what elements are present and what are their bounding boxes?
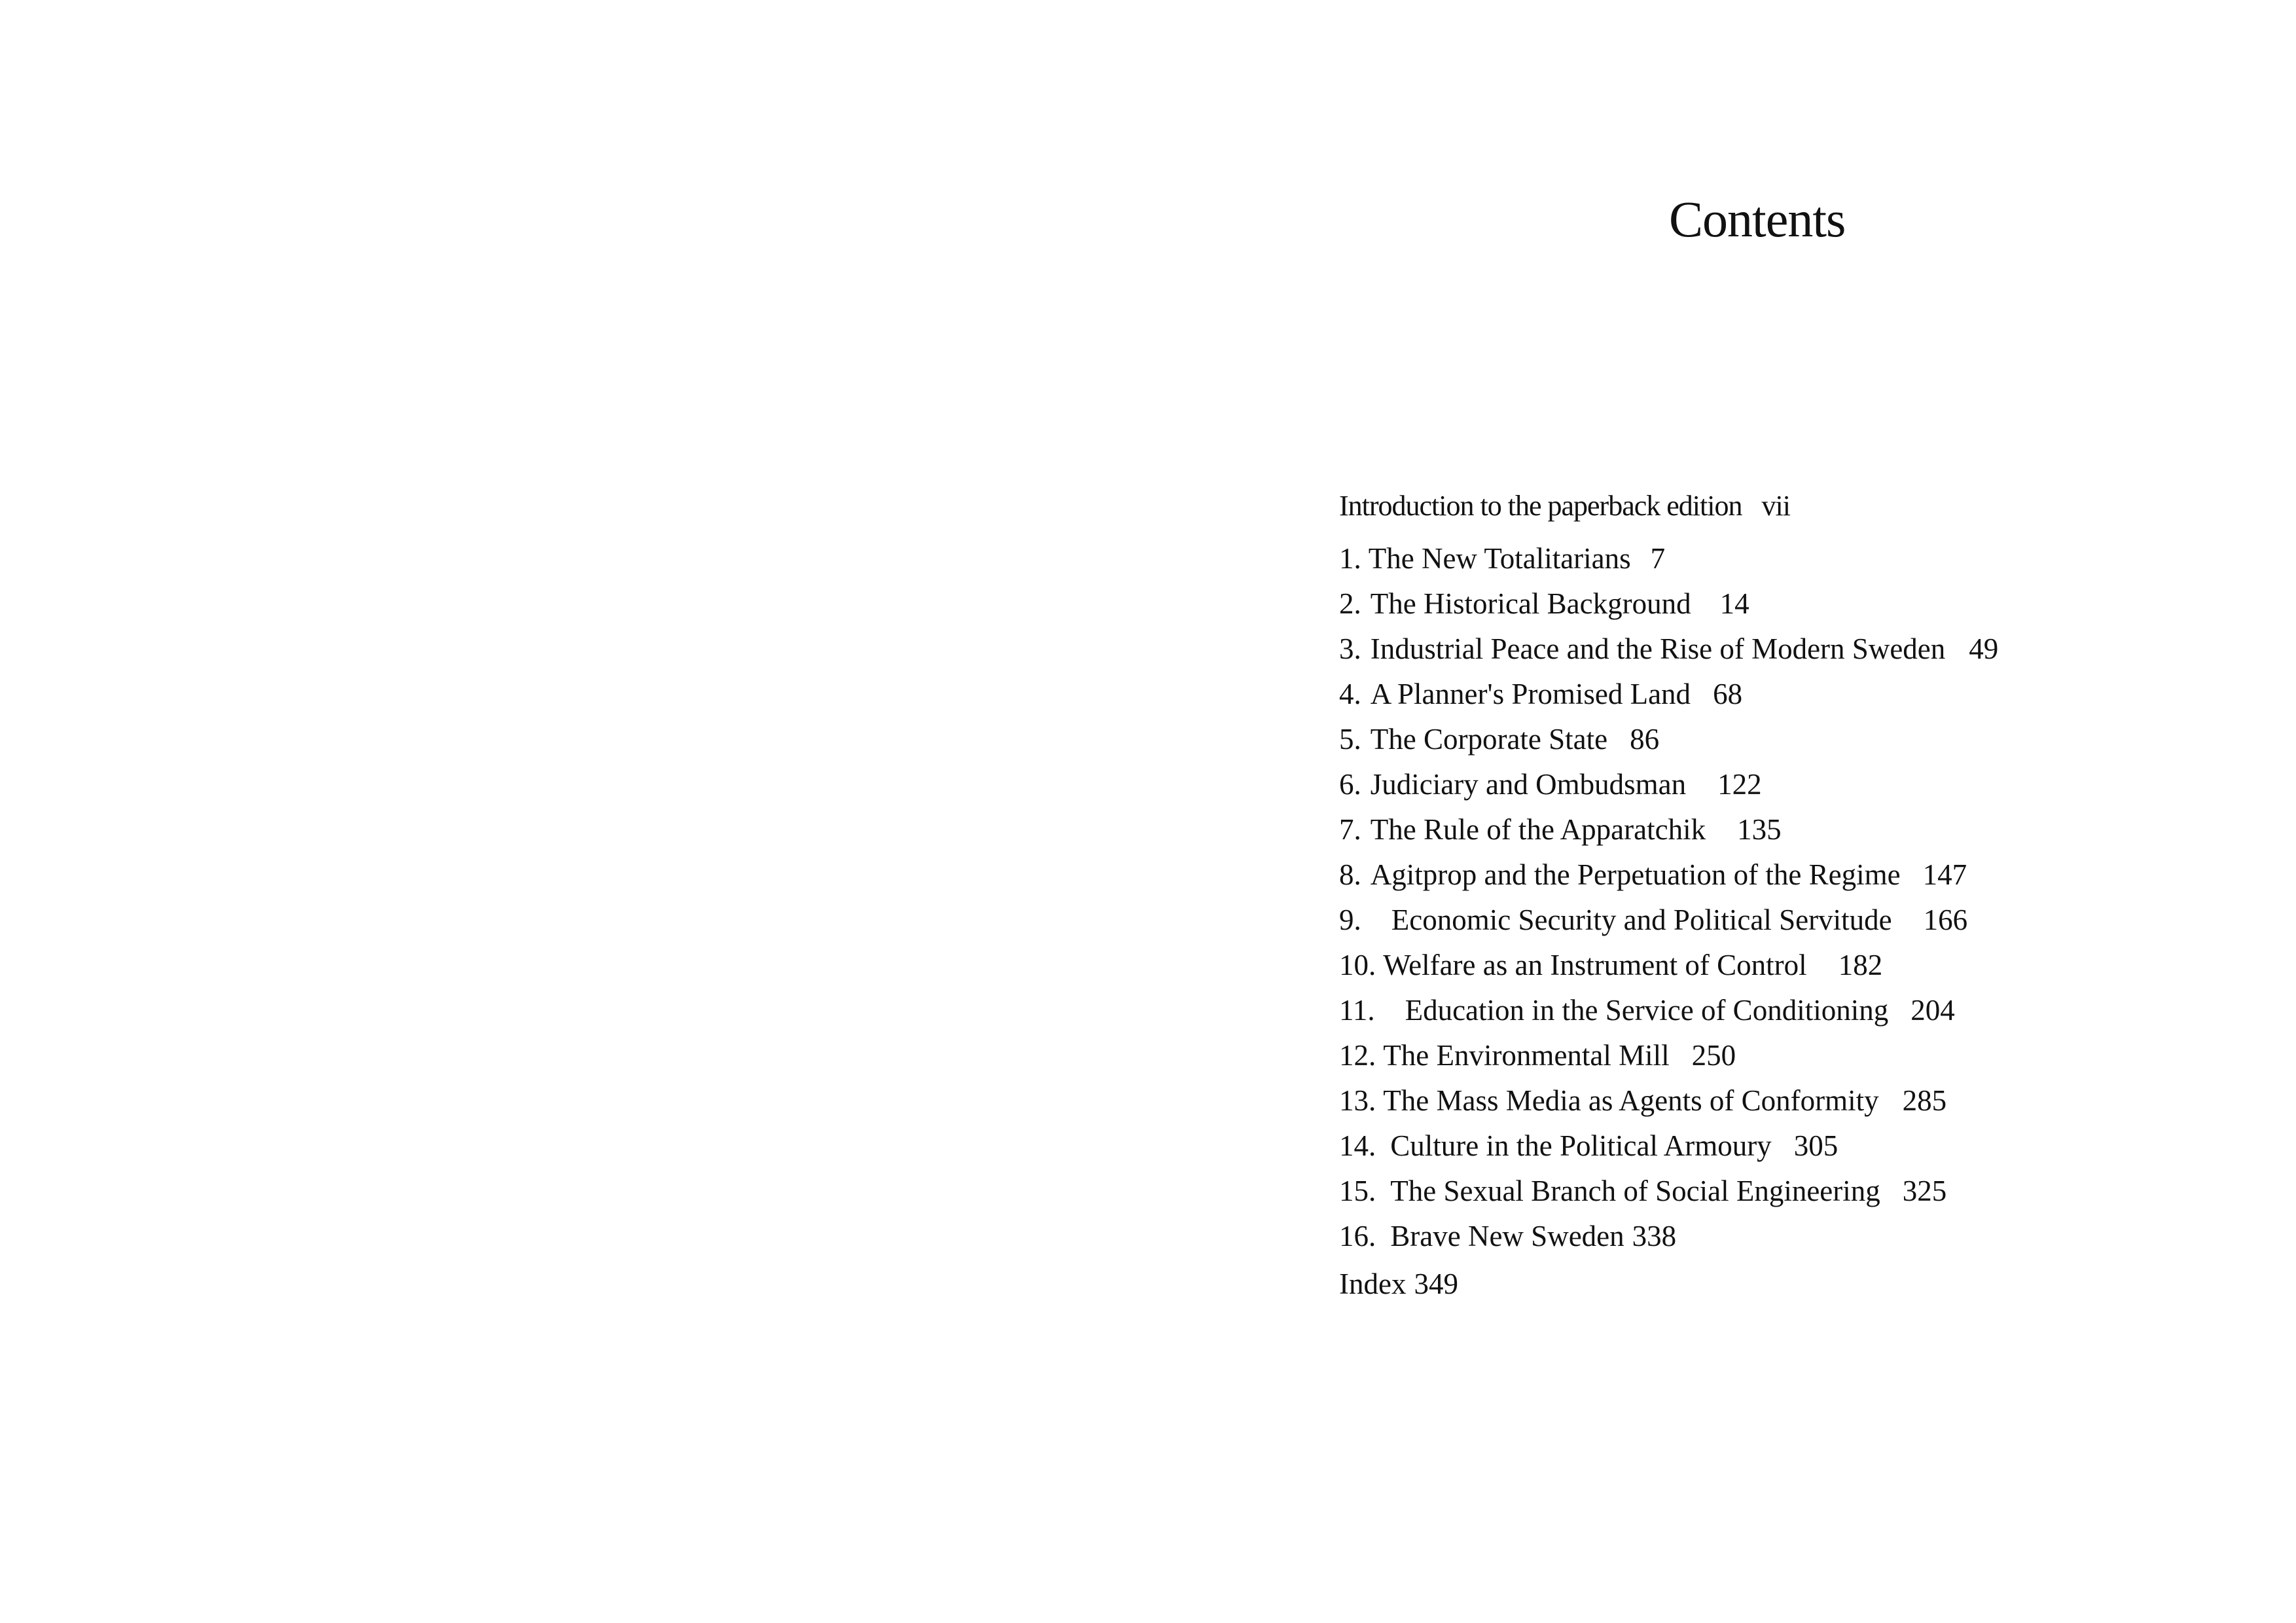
toc-entry-number: 15. xyxy=(1339,1175,1376,1207)
toc-entry-page: 7 xyxy=(1650,542,1666,575)
toc-entry-chapter-7 xyxy=(1339,807,2190,852)
toc-entry-chapter-12 xyxy=(1339,1033,2190,1078)
toc-entry-page: 285 xyxy=(1902,1084,1947,1117)
toc-entry-page: 182 xyxy=(1838,949,1883,981)
toc-entry-title: Introduction to the paperback edition xyxy=(1339,490,1742,522)
toc-entry-page: 68 xyxy=(1713,678,1743,710)
toc-entry-chapter-3 xyxy=(1339,627,2190,672)
toc-entry-title: The New Totalitarians xyxy=(1368,542,1631,575)
toc-entry-chapter-9 xyxy=(1339,898,2190,943)
toc-entry-chapter-11 xyxy=(1339,988,2190,1033)
toc-entry-title: Education in the Service of Conditioning xyxy=(1405,994,1889,1027)
toc-entry-chapter-4 xyxy=(1339,672,2190,717)
toc-entry-page: 86 xyxy=(1630,723,1660,756)
toc-entry-number: 16. xyxy=(1339,1220,1376,1252)
toc-entry-chapter-1 xyxy=(1339,536,2190,581)
toc-entry-introduction xyxy=(1339,483,2190,536)
toc-entry-number: 10. xyxy=(1339,949,1376,981)
toc-entry-title: A Planner's Promised Land xyxy=(1370,678,1691,710)
toc-entry-chapter-6 xyxy=(1339,762,2190,807)
toc-entry-chapter-13 xyxy=(1339,1078,2190,1123)
toc-entry-number: 8. xyxy=(1339,858,1361,891)
toc-entry-chapter-5 xyxy=(1339,717,2190,762)
toc-entry-title: Brave New Sweden xyxy=(1390,1220,1624,1252)
toc-entry-number: 7. xyxy=(1339,813,1361,846)
toc-entry-title: The Mass Media as Agents of Conformity xyxy=(1383,1084,1879,1117)
toc-entry-chapter-8 xyxy=(1339,852,2190,898)
right-page-contents xyxy=(1148,0,2296,1623)
toc-entry-page: 349 xyxy=(1414,1267,1458,1300)
toc-entry-title: The Rule of the Apparatchik xyxy=(1370,813,1706,846)
toc-entry-title: Agitprop and the Perpetuation of the Regime xyxy=(1370,858,1901,891)
toc-entry-number: 3. xyxy=(1339,632,1361,665)
toc-entry-page: 204 xyxy=(1910,994,1955,1027)
toc-entry-title: Industrial Peace and the Rise of Modern Sweden xyxy=(1370,632,1946,665)
toc-entry-title: Economic Security and Political Servitude xyxy=(1391,903,1892,936)
toc-entry-chapter-10 xyxy=(1339,943,2190,988)
toc-entry-title: The Environmental Mill xyxy=(1383,1039,1670,1072)
toc-entry-page: 14 xyxy=(1719,587,1749,620)
toc-entry-number: 6. xyxy=(1339,768,1361,801)
toc-entry-page: 135 xyxy=(1737,813,1782,846)
toc-entry-page: 305 xyxy=(1793,1129,1839,1162)
toc-entry-title: Culture in the Political Armoury xyxy=(1390,1129,1772,1162)
toc-entry-title: Judiciary and Ombudsman xyxy=(1370,768,1687,801)
toc-entry-title: The Historical Background xyxy=(1370,587,1691,620)
toc-entry-number: 11. xyxy=(1339,994,1375,1027)
contents-heading: Contents xyxy=(1669,191,1846,247)
toc-entry-page: 147 xyxy=(1922,858,1967,891)
toc-entry-title: The Corporate State xyxy=(1370,723,1608,756)
toc-entry-number: 12. xyxy=(1339,1039,1376,1072)
toc-entry-number: 5. xyxy=(1339,723,1361,756)
table-of-contents xyxy=(1339,483,2190,1307)
toc-entry-page: 338 xyxy=(1632,1220,1677,1252)
toc-entry-page: vii xyxy=(1761,490,1790,522)
toc-entry-page: 49 xyxy=(1969,632,1999,665)
toc-entry-page: 166 xyxy=(1923,903,1968,936)
toc-entry-number: 9. xyxy=(1339,903,1361,936)
toc-entry-number: 2. xyxy=(1339,587,1361,620)
toc-entry-title: The Sexual Branch of Social Engineering xyxy=(1390,1175,1880,1207)
toc-entry-title: Welfare as an Instrument of Control xyxy=(1383,949,1807,981)
toc-entry-number: 1. xyxy=(1339,542,1361,575)
toc-entry-number: 13. xyxy=(1339,1084,1376,1117)
toc-entry-chapter-14 xyxy=(1339,1123,2190,1169)
toc-entry-page: 250 xyxy=(1691,1039,1736,1072)
toc-entry-number: 4. xyxy=(1339,678,1361,710)
toc-entry-page: 122 xyxy=(1717,768,1762,801)
toc-entry-number: 14. xyxy=(1339,1129,1376,1162)
toc-entry-chapter-2 xyxy=(1339,581,2190,627)
toc-entry-chapter-16 xyxy=(1339,1214,2190,1259)
toc-entry-page: 325 xyxy=(1902,1175,1947,1207)
toc-entry-title: Index xyxy=(1339,1267,1407,1300)
toc-entry-index xyxy=(1339,1262,2190,1307)
toc-entry-chapter-15 xyxy=(1339,1169,2190,1214)
